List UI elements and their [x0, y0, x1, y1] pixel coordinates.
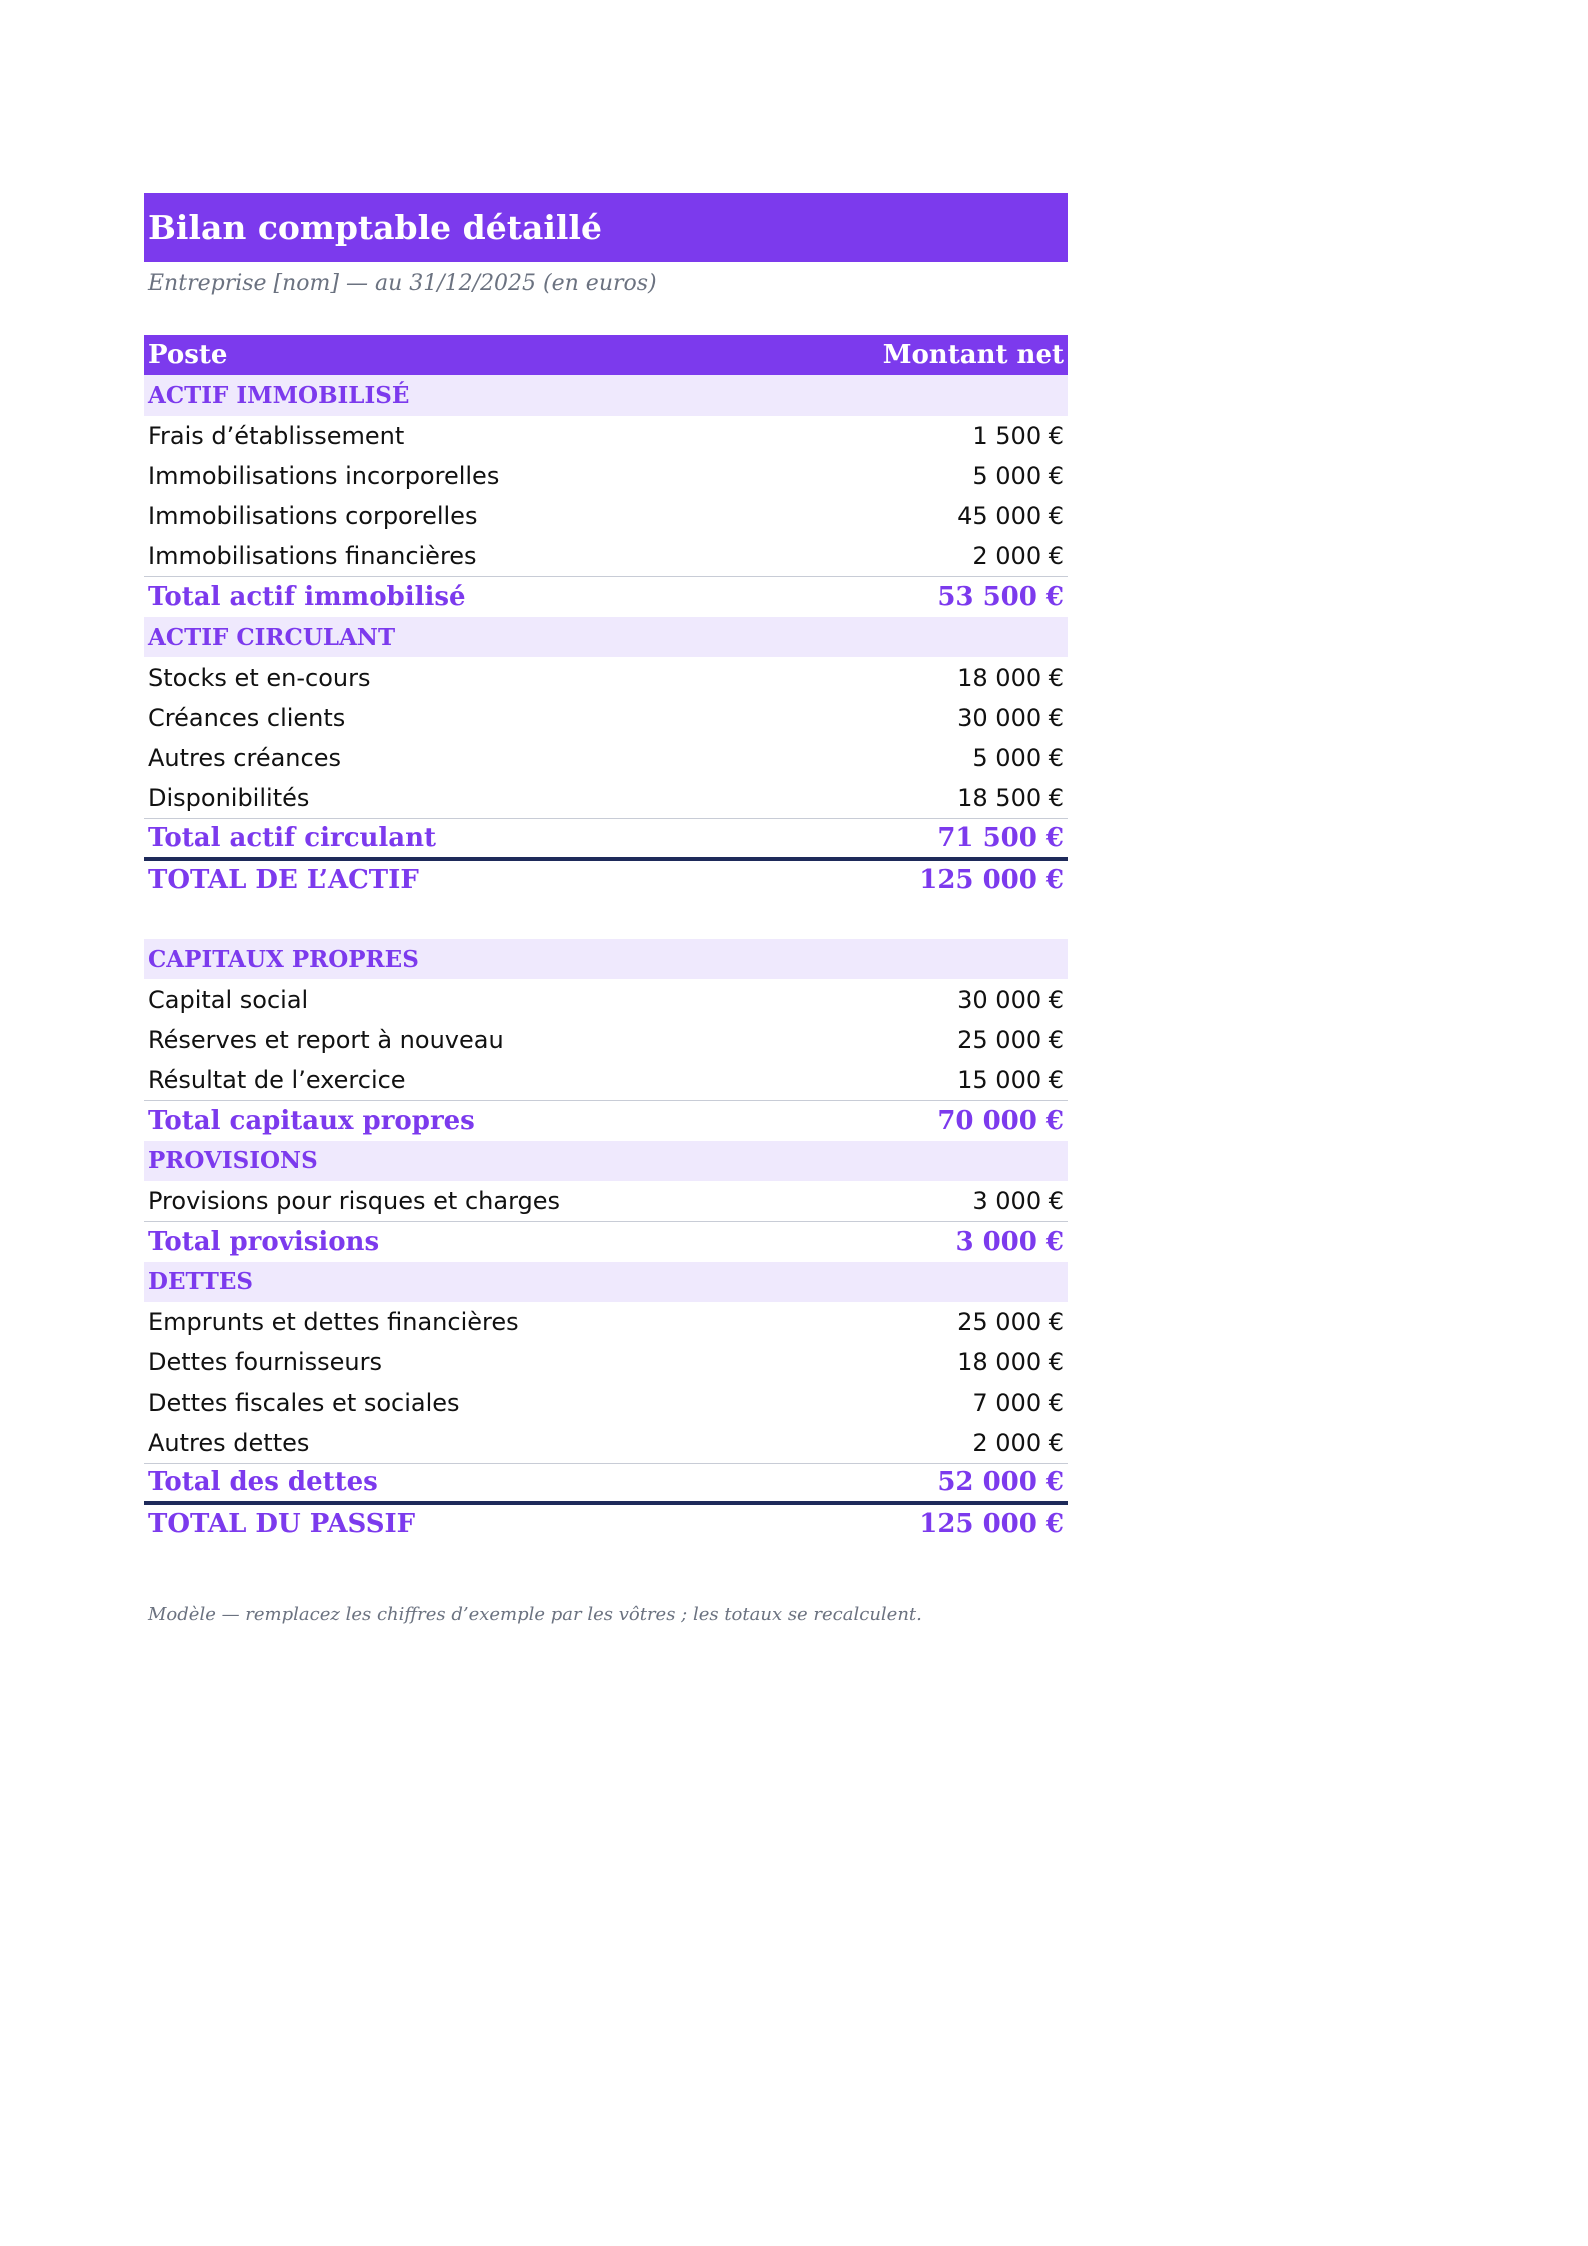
header-poste: Poste [144, 335, 844, 375]
row-label: Créances clients [148, 703, 346, 732]
row-amount: 7 000 € [972, 1388, 1064, 1417]
document-subtitle: Entreprise [nom] — au 31/12/2025 (en euros) [148, 271, 657, 296]
subtotal-row-capitaux-propres [144, 1100, 1068, 1140]
row-label: Provisions pour risques et charges [144, 1181, 844, 1221]
row-amount: 45 000 € [957, 502, 1064, 531]
header-montant: Montant net [844, 335, 1068, 375]
subtotal-label: Total provisions [148, 1226, 380, 1257]
grand-total-row-actif [144, 859, 1068, 899]
section-heading: PROVISIONS [144, 1141, 1068, 1181]
row-amount: 25 000 € [957, 1025, 1064, 1054]
row-amount: 1 500 € [972, 421, 1064, 450]
row-label: Immobilisations financières [144, 536, 844, 576]
grand-total-label: TOTAL DE L’ACTIF [148, 865, 419, 895]
table-row [144, 657, 1068, 697]
section-heading: ACTIF IMMOBILISÉ [144, 375, 1068, 415]
grand-total-row-passif [144, 1503, 1068, 1543]
grand-total-amount: 125 000 € [919, 1509, 1064, 1540]
section-row-dettes [144, 1262, 1068, 1302]
document-title: Bilan comptable détaillé [144, 193, 1068, 262]
spacer-cell [144, 899, 1068, 939]
row-label: Résultat de l’exercice [144, 1060, 844, 1100]
table-row [144, 1060, 1068, 1100]
row-label: Autres dettes [144, 1423, 844, 1463]
section-heading: ACTIF CIRCULANT [144, 617, 1068, 657]
balance-table [144, 335, 1068, 1544]
row-label: Stocks et en-cours [148, 663, 371, 692]
subtotal-amount: 71 500 € [844, 819, 1068, 859]
subtotal-amount: 3 000 € [955, 1226, 1064, 1257]
row-amount: 18 500 € [844, 778, 1068, 818]
row-amount: 2 000 € [844, 536, 1068, 576]
row-label: Dettes fournisseurs [148, 1348, 382, 1377]
table-row [144, 416, 1068, 456]
row-label: Capital social [148, 985, 309, 1014]
table-header-row [144, 335, 1068, 375]
table-row [144, 698, 1068, 738]
section-row-provisions [144, 1141, 1068, 1181]
row-label: Frais d’établissement [148, 421, 405, 450]
row-amount: 5 000 € [972, 462, 1064, 491]
row-amount: 2 000 € [844, 1423, 1068, 1463]
table-row [144, 536, 1068, 576]
section-row-actif-circulant [144, 617, 1068, 657]
subtotal-amount: 70 000 € [937, 1105, 1064, 1136]
row-label: Réserves et report à nouveau [148, 1025, 504, 1054]
subtotal-row-actif-circulant [144, 819, 1068, 859]
row-amount: 30 000 € [957, 703, 1064, 732]
table-row [144, 738, 1068, 778]
table-row [144, 1181, 1068, 1221]
table-row [144, 1382, 1068, 1422]
table-row [144, 496, 1068, 536]
table-row [144, 1342, 1068, 1382]
section-row-actif-immobilise [144, 375, 1068, 415]
table-row [144, 778, 1068, 818]
subtotal-label: Total des dettes [144, 1463, 844, 1503]
row-amount: 18 000 € [957, 1348, 1064, 1377]
row-amount: 5 000 € [972, 744, 1064, 773]
row-amount: 15 000 € [844, 1060, 1068, 1100]
balance-sheet [144, 193, 1068, 1625]
subtotal-row-actif-immobilise [144, 577, 1068, 617]
row-amount: 3 000 € [844, 1181, 1068, 1221]
row-label: Dettes fiscales et sociales [148, 1388, 460, 1417]
row-amount: 18 000 € [957, 663, 1064, 692]
spacer [144, 306, 1068, 335]
subtotal-label: Total capitaux propres [148, 1105, 475, 1136]
section-row-capitaux-propres [144, 939, 1068, 979]
table-row [144, 1302, 1068, 1342]
subtotal-amount: 53 500 € [937, 582, 1064, 613]
row-label: Immobilisations corporelles [148, 502, 478, 531]
spacer-row [144, 899, 1068, 939]
section-heading: CAPITAUX PROPRES [144, 939, 1068, 979]
grand-total-amount: 125 000 € [919, 865, 1064, 895]
row-label: Emprunts et dettes financières [148, 1307, 519, 1336]
subtotal-row-provisions [144, 1221, 1068, 1261]
table-row [144, 1423, 1068, 1463]
table-row [144, 1020, 1068, 1060]
grand-total-label: TOTAL DU PASSIF [148, 1509, 416, 1540]
subtotal-label: Total actif immobilisé [148, 582, 466, 613]
subtotal-amount: 52 000 € [844, 1463, 1068, 1503]
footer-note: Modèle — remplacez les chiffres d’exemple par les vôtres ; les totaux se recalculent. [148, 1603, 922, 1625]
row-amount: 25 000 € [957, 1307, 1064, 1336]
section-heading: DETTES [144, 1262, 1068, 1302]
subtotal-row-dettes [144, 1463, 1068, 1503]
table-row [144, 456, 1068, 496]
table-row [144, 979, 1068, 1019]
row-amount: 30 000 € [957, 985, 1064, 1014]
row-label: Disponibilités [144, 778, 844, 818]
row-label: Autres créances [148, 744, 341, 773]
row-label: Immobilisations incorporelles [148, 462, 500, 491]
subtotal-label: Total actif circulant [144, 819, 844, 859]
